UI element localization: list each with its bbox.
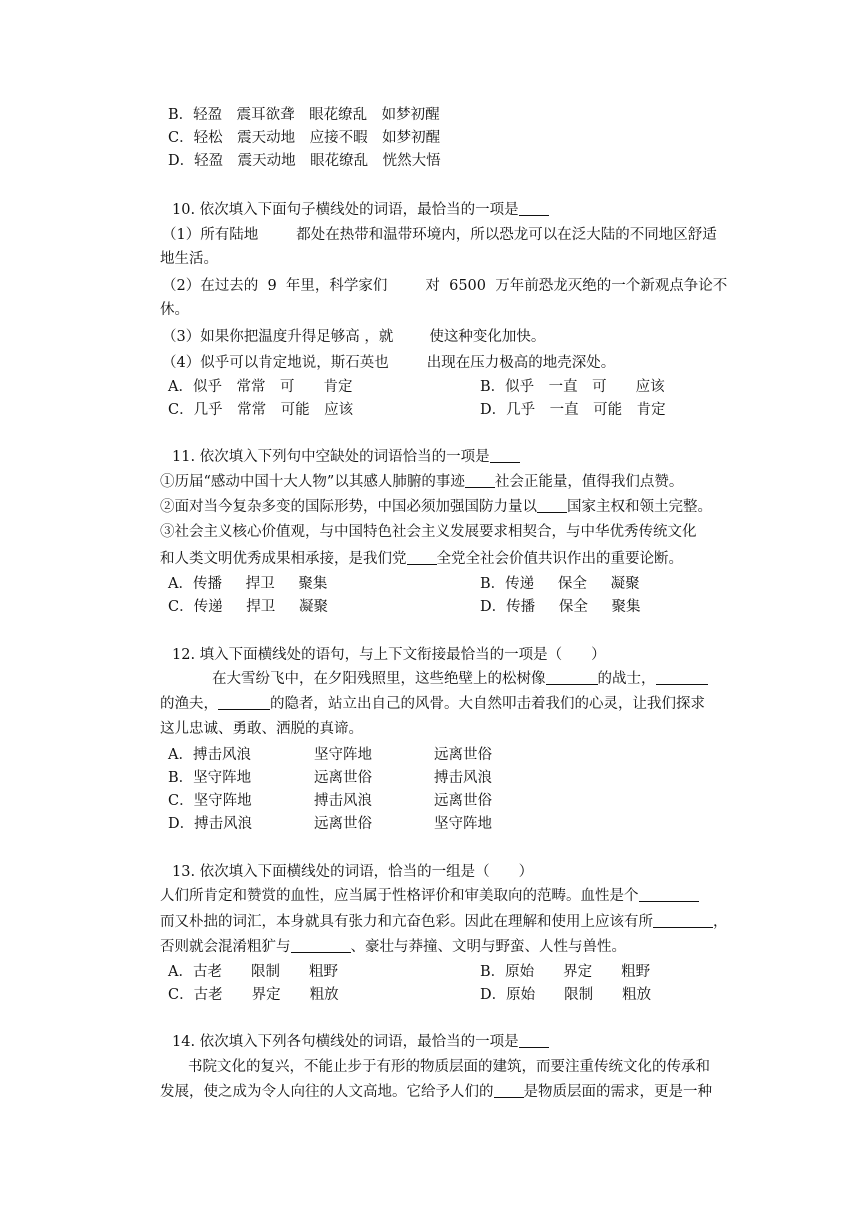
q9-option-b: B．轻盈 震耳欲聋 眼花缭乱 如梦初醒 (168, 107, 440, 123)
q12-c-2: 搏击风浪 (314, 793, 372, 809)
q14-stem-text: 14. 依次填入下列各句横线处的词语，最恰当的一项是 (172, 1034, 519, 1050)
q14-para-line-2 (160, 1082, 712, 1102)
q10-s1-part-b: 都处在热带和温带环境内，所以恐龙可以在泛大陆的不同地区舒适 (296, 227, 717, 243)
q9-option-c: C．轻松 震天动地 应接不暇 如梦初醒 (168, 130, 441, 146)
q13-option-d: D．原始 限制 粗放 (480, 987, 652, 1003)
fill-blank (494, 1083, 524, 1098)
q13-para-line-3 (160, 937, 626, 957)
q10-sentence-2-cont: 休。 (160, 302, 189, 318)
q10-s3-part-b: 使这种变化加快。 (429, 329, 546, 345)
q10-sentence-3 (162, 327, 545, 347)
q10-s4-part-a: （4）似乎可以肯定地说，斯石英也 (162, 355, 389, 371)
q12-a-1: A．搏击风浪 (168, 747, 251, 763)
q11-l2-part-b: 国家主权和领土完整。 (567, 499, 712, 515)
fill-blank (218, 695, 270, 710)
q13-p2-part-a: 而又朴拙的词汇，本身就具有张力和亢奋色彩。因此在理解和使用上应该有所 (160, 914, 653, 930)
q12-p2-part-b: 的隐者，站立出自己的风骨。大自然叩击着我们的心灵，让我们探求 (270, 696, 705, 712)
q11-option-c: C．传递 捍卫 凝聚 (168, 599, 329, 615)
q11-l2-part-a: ②面对当今复杂多变的国际形势，中国必须加强国防力量以 (160, 499, 537, 515)
q11-l4-part-b: 全党全社会价值共识作出的重要论断。 (436, 551, 683, 567)
q13-p1-part-a: 人们所肯定和赞赏的血性，应当属于性格评价和审美取向的范畴。血性是个 (160, 888, 639, 904)
q11-stem-text: 11. 依次填入下列句中空缺处的词语恰当的一项是 (172, 449, 490, 465)
q12-c-1: C．坚守阵地 (168, 793, 252, 809)
answer-blank (519, 201, 549, 216)
q13-p3-part-a: 否则就会混淆粗犷与 (160, 939, 291, 955)
q14-p2-part-b: 是物质层面的需求，更是一种 (523, 1084, 712, 1100)
q10-stem (172, 200, 549, 220)
q10-option-c: C．几乎 常常 可能 应该 (168, 402, 354, 418)
q14-para-line-1: 书院文化的复兴，不能止步于有形的物质层面的建筑，而要注重传统文化的传承和 (188, 1059, 710, 1075)
q12-para-line-2 (160, 694, 705, 714)
q10-option-d: D．几乎 一直 可能 肯定 (480, 402, 666, 418)
q11-option-a: A．传播 捍卫 聚集 (168, 576, 328, 592)
q11-line-3: ③社会主义核心价值观，与中国特色社会主义发展要求相契合，与中华优秀传统文化 (160, 524, 697, 540)
q12-option-a (168, 745, 492, 765)
q14-p2-part-a: 发展，使之成为令人向往的人文高地。它给予人们的 (160, 1084, 494, 1100)
q13-p3-part-b: 、豪壮与莽撞、文明与野蛮、人性与兽性。 (350, 939, 626, 955)
q13-para-line-1 (160, 886, 699, 906)
q12-p2-part-a: 的渔夫， (160, 696, 218, 712)
q12-a-2: 坚守阵地 (314, 747, 372, 763)
q12-stem: 12. 填入下面横线处的语句，与上下文衔接最恰当的一项是（ ） (172, 647, 606, 663)
answer-blank (490, 448, 520, 463)
q10-sentence-4 (162, 353, 615, 373)
q11-line-1 (160, 472, 683, 492)
q9-option-d: D．轻盈 震天动地 眼花缭乱 恍然大悟 (168, 153, 441, 169)
fill-blank (653, 913, 713, 928)
fill-blank (465, 473, 495, 488)
q12-a-3: 远离世俗 (434, 747, 492, 763)
q10-s4-part-b: 出现在压力极高的地壳深处。 (426, 355, 616, 371)
q10-option-a: A．似乎 常常 可 肯定 (168, 379, 353, 395)
q10-sentence-2 (162, 276, 727, 296)
q12-c-3: 远离世俗 (434, 793, 492, 809)
q13-option-a: A．古老 限制 粗野 (168, 964, 338, 980)
q10-option-b: B．似乎 一直 可 应该 (480, 379, 665, 395)
fill-blank (656, 670, 708, 685)
q11-line-2 (160, 497, 712, 517)
q10-sentence-1-cont: 地生活。 (160, 251, 218, 267)
q10-s2-part-b: 对 6500 万年前恐龙灭绝的一个新观点争论不 (425, 278, 728, 294)
fill-blank (537, 498, 567, 513)
answer-blank (519, 1033, 549, 1048)
q12-p1-part-a: 在大雪纷飞中，在夕阳残照里，这些绝壁上的松树像 (212, 671, 546, 687)
q14-stem (172, 1032, 549, 1052)
q12-d-2: 远离世俗 (314, 816, 372, 832)
q12-option-d (168, 814, 492, 834)
q12-para-line-3: 这儿忠诚、勇敢、洒脱的真谛。 (160, 721, 363, 737)
q12-b-1: B．坚守阵地 (168, 770, 252, 786)
q10-sentence-1 (162, 225, 717, 245)
q11-l4-part-a: 和人类文明优秀成果相承接，是我们党 (160, 551, 407, 567)
fill-blank (291, 938, 351, 953)
q13-stem: 13. 依次填入下面横线处的词语，恰当的一组是（ ） (172, 864, 534, 880)
q10-s2-part-a: （2）在过去的 9 年里，科学家们 (162, 278, 388, 294)
q11-l1-part-b: 社会正能量，值得我们点赞。 (494, 474, 684, 490)
q11-stem (172, 447, 520, 467)
q13-option-c: C．古老 界定 粗放 (168, 987, 339, 1003)
q10-s3-part-a: （3）如果你把温度升得足够高 ，就 (162, 329, 394, 345)
q10-stem-text: 10. 依次填入下面句子横线处的词语，最恰当的一项是 (172, 202, 519, 218)
q12-option-b (168, 768, 492, 788)
q11-line-4 (160, 549, 683, 569)
q10-s1-part-a: （1）所有陆地 (162, 227, 259, 243)
q12-b-3: 搏击风浪 (434, 770, 492, 786)
q12-b-2: 远离世俗 (314, 770, 372, 786)
q12-d-3: 坚守阵地 (434, 816, 492, 832)
q13-option-b: B．原始 界定 粗野 (480, 964, 651, 980)
q13-para-line-2 (160, 912, 728, 932)
q12-para-line-1 (212, 669, 708, 689)
q11-l1-part-a: ①历届“感动中国十大人物”以其感人肺腑的事迹 (160, 474, 465, 490)
q12-p1-part-b: 的战士， (597, 671, 656, 687)
q11-option-b: B．传递 保全 凝聚 (480, 576, 640, 592)
fill-blank (407, 550, 437, 565)
q12-option-c (168, 791, 492, 811)
q12-d-1: D．搏击风浪 (168, 816, 253, 832)
q11-option-d: D．传播 保全 聚集 (480, 599, 641, 615)
fill-blank (639, 887, 699, 902)
fill-blank (546, 670, 598, 685)
q13-p2-part-b: ， (713, 914, 728, 930)
